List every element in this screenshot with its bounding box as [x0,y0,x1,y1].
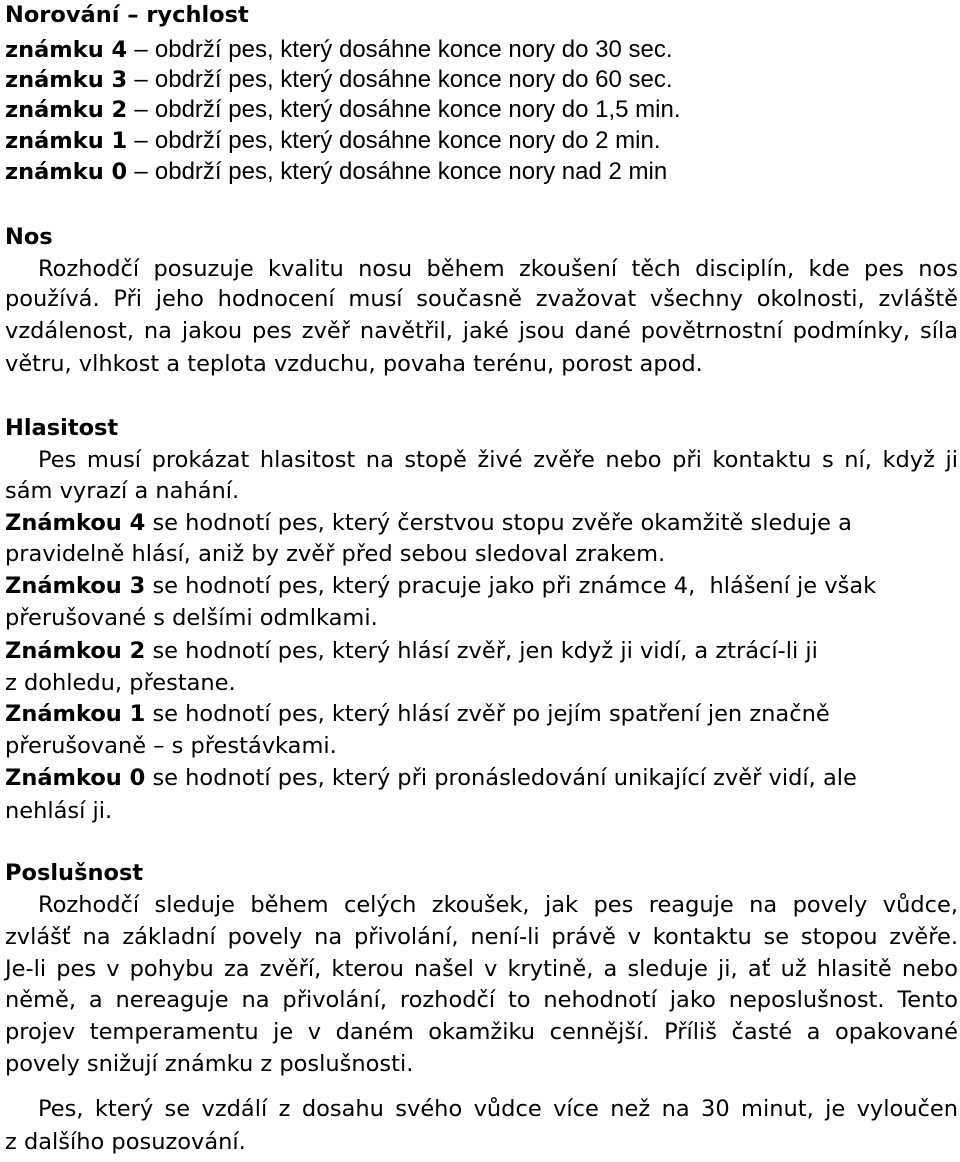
paragraph-line: z dalšího posuzování. [5,1129,246,1155]
paragraph-line: Rozhodčí sleduje během celých zkoušek, jak pes reaguje na povely vůdce, [38,892,958,918]
paragraph-line: projev temperamentu je v daném okamžiku cennější. Příliš časté a opakované [5,1019,958,1045]
grade-line: známku 4 – obdrží pes, který dosáhne konce nory do 30 sec. [5,36,673,63]
paragraph-line: zvlášť na základní povely na přivolání, není-li právě v kontaktu se stopou zvěře. [5,924,958,950]
heading-hlasitost: Hlasitost [5,415,119,441]
paragraph-line: Pes, který se vzdálí z dosahu svého vůdce více než na 30 minut, je vyloučen [38,1096,958,1122]
paragraph-line: Je-li pes v pohybu za zvěří, kterou našel v krytině, a sleduje ji, ať už hlasitě nebo [5,956,958,982]
heading-poslusnost: Poslušnost [5,860,144,886]
grade-line-cont: pravidelně hlásí, aniž by zvěř před sebou sledoval zrakem. [5,541,666,567]
paragraph-line: používá. Při jeho hodnocení musí současně zvažovat všechny okolnosti, zvláště [5,286,958,312]
grade-line-cont: nehlásí ji. [5,798,113,824]
grade-line: Známkou 4 se hodnotí pes, který čerstvou stopu zvěře okamžitě sleduje a [5,510,852,536]
grade-line: známku 2 – obdrží pes, který dosáhne konce nory do 1,5 min. [5,96,681,123]
grade-line: Známkou 2 se hodnotí pes, který hlásí zvěř, jen když ji vidí, a ztrácí-li ji [5,638,818,664]
grade-line-cont: z dohledu, přestane. [5,670,236,696]
heading-norovani: Norování – rychlost [5,2,249,28]
paragraph-line: vzdálenost, na jakou pes zvěř navětřil, jaké jsou dané povětrnostní podmínky, síla [5,318,958,344]
grade-line: Známkou 3 se hodnotí pes, který pracuje jako při známce 4, hlášení je však [5,573,877,599]
grade-line: známku 3 – obdrží pes, který dosáhne konce nory do 60 sec. [5,66,673,93]
grade-line: známku 0 – obdrží pes, který dosáhne konce nory nad 2 min [5,158,668,185]
paragraph-line: Rozhodčí posuzuje kvalitu nosu během zkoušení těch disciplín, kde pes nos [38,256,958,282]
grade-line: Známkou 0 se hodnotí pes, který při pronásledování unikající zvěř vidí, ale [5,765,857,791]
paragraph-line: němě, a nereaguje na přivolání, rozhodčí to nehodnotí jako neposlušnost. Tento [5,987,958,1013]
paragraph-line: sám vyrazí a nahání. [5,478,240,504]
grade-line-cont: přerušované s delšími odmlkami. [5,605,378,631]
heading-nos: Nos [5,224,53,250]
grade-line-cont: přerušovaně – s přestávkami. [5,733,337,759]
paragraph-line: větru, vlhkost a teplota vzduchu, povaha terénu, porost apod. [5,351,703,377]
grade-line: známku 1 – obdrží pes, který dosáhne konce nory do 2 min. [5,127,661,154]
paragraph-line: povely snižují známku z poslušnosti. [5,1051,414,1077]
grade-line: Známkou 1 se hodnotí pes, který hlásí zvěř po jejím spatření jen značně [5,701,830,727]
paragraph-line: Pes musí prokázat hlasitost na stopě živé zvěře nebo při kontaktu s ní, když ji [38,447,958,473]
